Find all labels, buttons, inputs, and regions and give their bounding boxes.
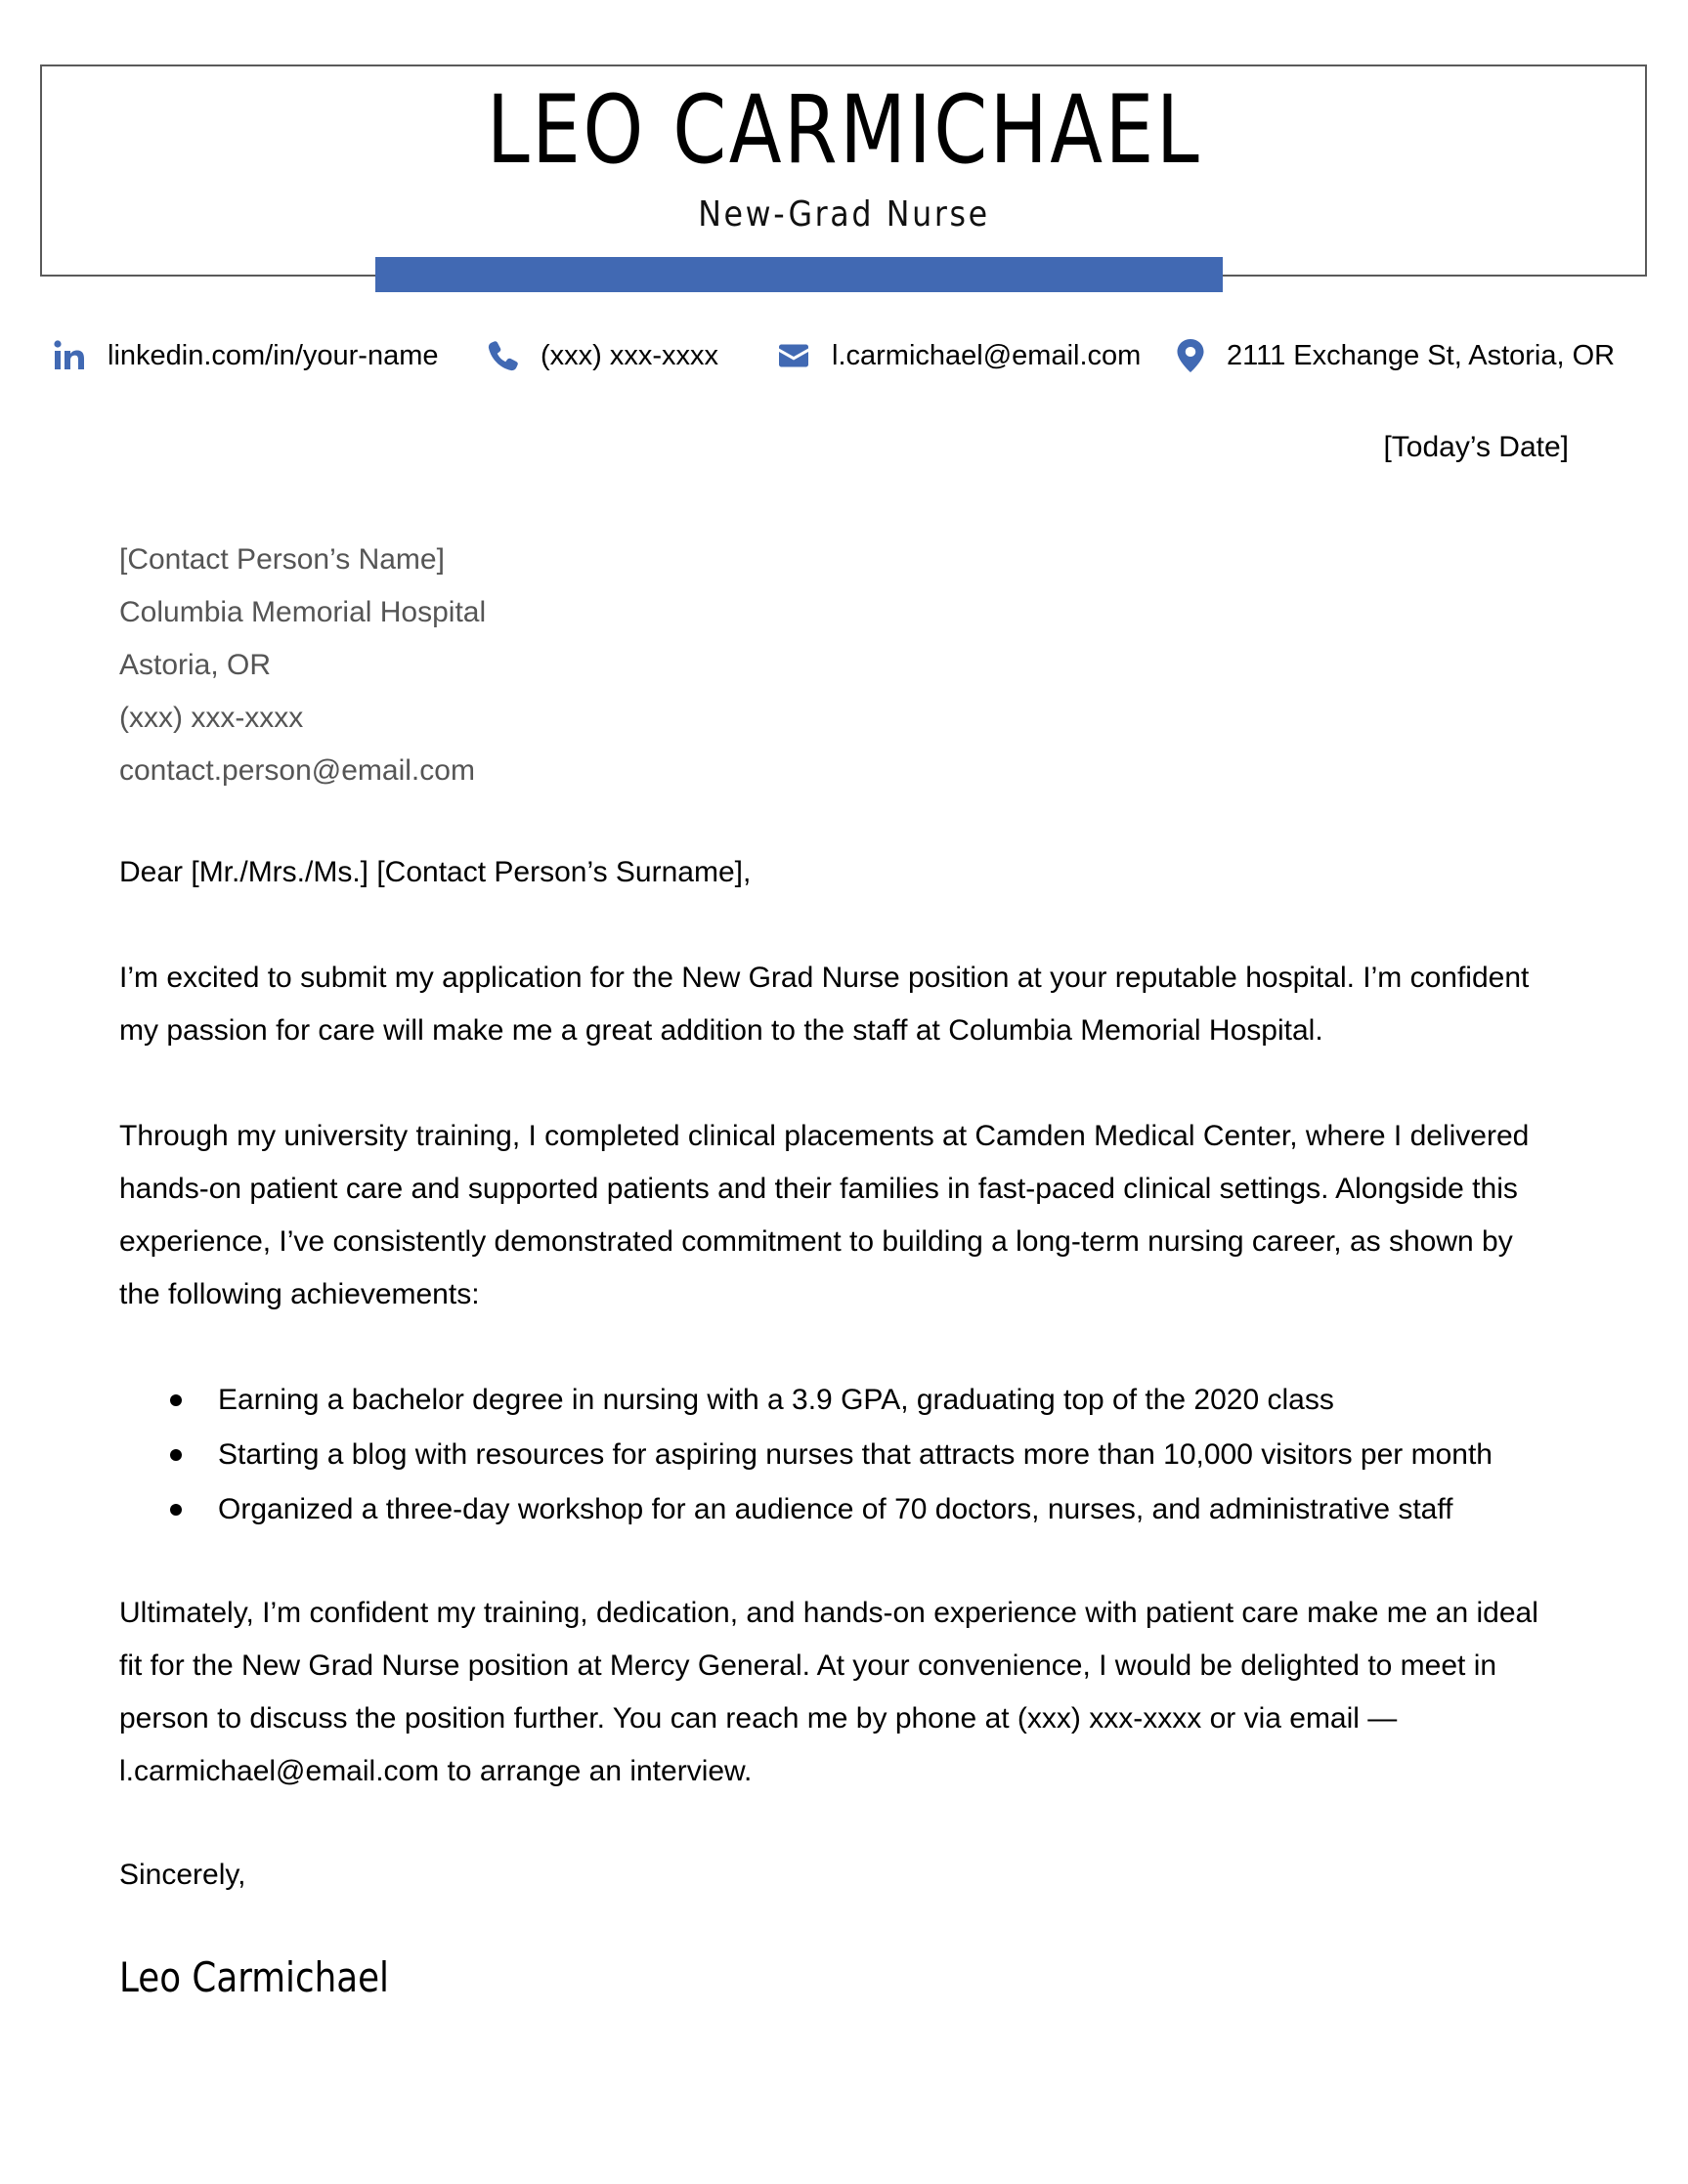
location-pin-icon [1176,338,1205,373]
email-address: l.carmichael@email.com [832,339,1142,371]
paragraph-closing: Ultimately, I’m confident my training, dedication, and hands-on experience with patient care make me an ideal fit for the New Grad Nurse position at Mercy General. At your convenience, I would be delighted to meet in person to discuss the position further. You can reach me by phone at (xxx) xxx-xxxx or via email — l.carmichael@email.com to arrange an interview. [119,1597,1538,1787]
paragraph-experience: Through my university training, I completed clinical placements at Camden Medical Center, where I delivered hands-on patient care and supported patients and their families in fast-paced clinical settings. Alongside this experience, I’ve consistently demonstrated commitment to building a long-term nursing career, as shown by the following achievements: [119,1120,1530,1310]
achievement-text: Organized a three-day workshop for an audience of 70 doctors, nurses, and administrative staff [218,1493,1453,1525]
recipient-location: Astoria, OR [119,649,272,681]
job-title: New-Grad Nurse [698,194,990,235]
recipient-email: contact.person@email.com [119,754,475,787]
list-item [119,1373,1644,1428]
contact-phone[interactable] [486,332,718,379]
linkedin-icon [53,339,86,372]
phone-number: (xxx) xxx-xxxx [541,339,719,371]
list-item [119,1428,1644,1482]
bullet-icon [170,1394,182,1406]
contact-email[interactable] [777,332,1141,379]
list-item [119,1482,1644,1537]
street-address: 2111 Exchange St, Astoria, OR [1227,339,1616,371]
letter-date: [Today’s Date] [1383,431,1569,463]
bullet-icon [170,1504,182,1516]
recipient-organization: Columbia Memorial Hospital [119,596,487,628]
accent-bar [375,257,1223,292]
linkedin-url: linkedin.com/in/your-name [108,339,439,371]
salutation: Dear [Mr./Mrs./Ms.] [Contact Person’s Surname], [119,856,752,888]
recipient-phone: (xxx) xxx-xxxx [119,702,304,734]
phone-icon [486,339,519,372]
envelope-icon [777,339,810,372]
recipient-block [119,534,486,797]
applicant-name: LEO CARMICHAEL [486,75,1202,185]
closing: Sincerely, [119,1859,246,1891]
contact-linkedin[interactable] [53,332,438,379]
achievement-text: Starting a blog with resources for aspiring nurses that attracts more than 10,000 visitors per month [218,1438,1493,1471]
bullet-icon [170,1449,182,1461]
achievements-list [119,1373,1644,1537]
paragraph-intro: I’m excited to submit my application for the New Grad Nurse position at your reputable hospital. I’m confident my passion for care will make me a great addition to the staff at Columbia Memorial Hospital. [119,962,1530,1047]
recipient-name: [Contact Person’s Name] [119,543,445,576]
achievement-text: Earning a bachelor degree in nursing with a 3.9 GPA, graduating top of the 2020 class [218,1384,1334,1416]
contact-address [1176,332,1615,379]
signature: Leo Carmichael [119,1953,389,2001]
